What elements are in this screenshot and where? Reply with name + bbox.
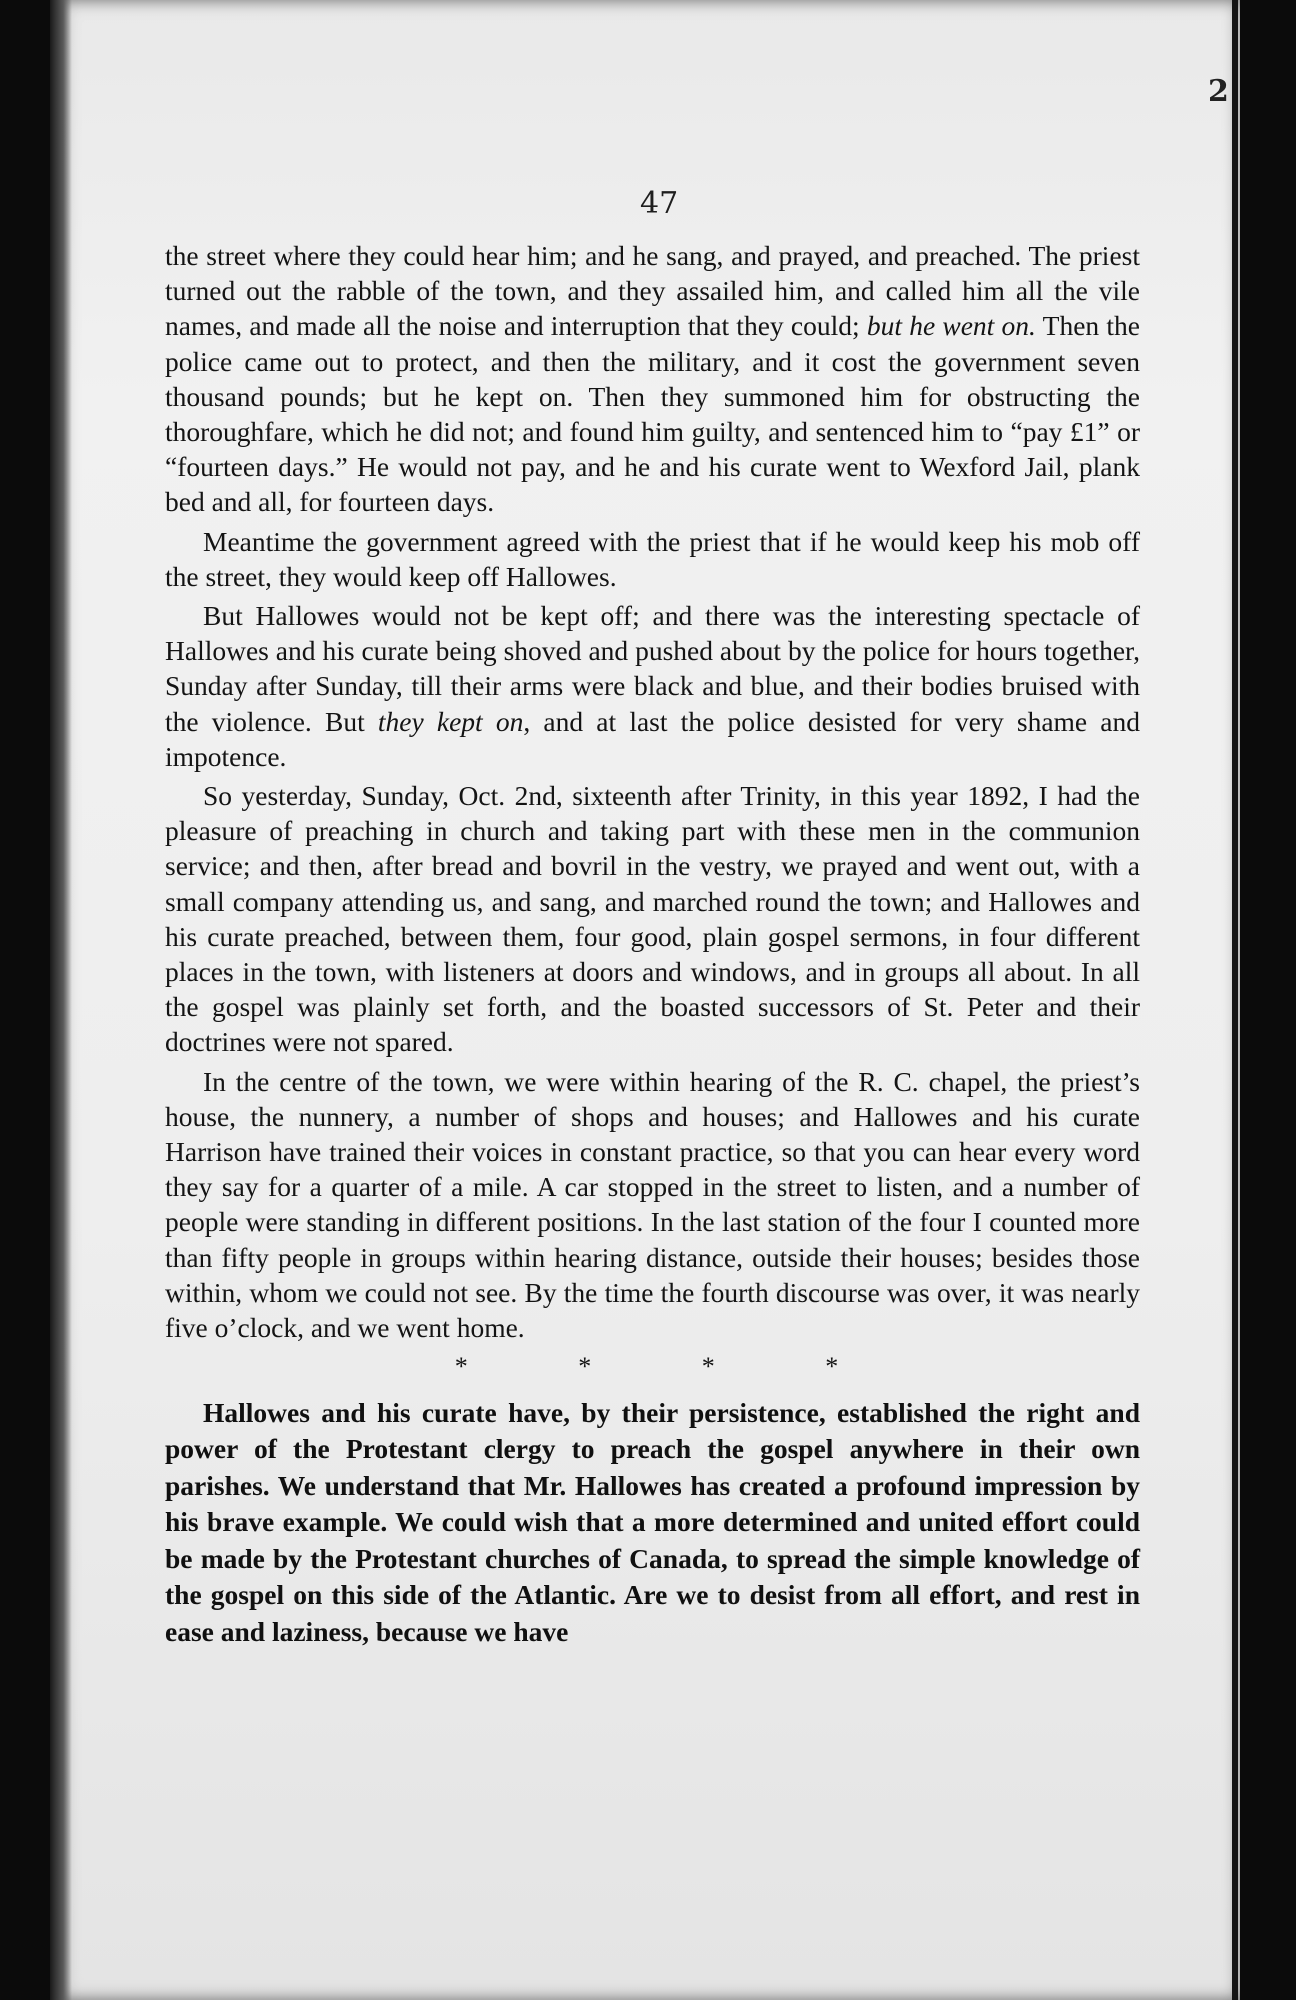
corner-mark: 2 [1208,74,1229,109]
paragraph-1-part-3: Then the police came out to protect, and then the military, and it cost the government seven thousand pounds; but he kept on. Then they summoned him for obstructing the thoroughfare, which he did not; and found him guilty, and sentenced him to “pay £1” or “fourteen days.” He would not pay, and he and his curate went to Wexford Jail, plank bed and all, for fourteen days. [165,310,1140,518]
paragraph-2-text: Meantime the government agreed with the priest that if he would keep his mob off the street, they would keep off Hallowes. [165,525,1140,592]
paragraph-4-text: So yesterday, Sunday, Oct. 2nd, sixteenth after Trinity, in this year 1892, I had the pleasure of preaching in church and taking part with these men in the communion service; and then, after bread and bovril in the vestry, we prayed and went out, with a small company attending us, and sang, and marched round the town; and Hallowes and his curate preached, between them, four good, plain gospel sermons, in four different places in the town, with listeners at doors and windows, and in groups all about. In all the gospel was plainly set forth, and the boasted successors of St. Peter and their doctrines were not spared. [165,780,1140,1058]
paragraph-5 [165,1064,1140,1346]
paragraph-5-text: In the centre of the town, we were within hearing of the R. C. chapel, the priest’s house, the nunnery, a number of shops and houses; and Hallowes and his curate Harrison have trained their voices in constant practice, so that you can hear every word they say for a quarter of a mile. A car stopped in the street to listen, and a number of people were standing in different positions. In the last station of the four I counted more than fifty people in groups within hearing distance, outside their houses; besides those within, whom we could not see. By the time the fourth discourse was over, it was nearly five o’clock, and we went home. [165,1065,1140,1344]
section-separator: * * * * [454,1352,891,1382]
paragraph-3-part-3: , and at last the police desisted for very shame and impotence. [165,705,1141,772]
body-text [165,238,1140,1654]
paragraph-1 [165,238,1140,520]
paragraph-3 [165,598,1140,774]
paragraph-2 [165,524,1140,594]
paragraph-3-italic: they kept on [377,705,524,737]
page-edge-line [1232,0,1238,2000]
page-number: 47 [640,186,679,221]
closing-paragraph: Hallowes and his curate have, by their persistence, established the right and power of the Protestant clergy to preach the gospel anywhere in their own parishes. We understand that Mr. Hallowes has created a profound impression by his brave example. We could wish that a more determined and united effort could be made by the Protestant churches of Canada, to spread the simple knowledge of the gospel on this side of the Atlantic. Are we to desist from all effort, and rest in ease and laziness, because we have [165,1396,1140,1647]
paragraph-1-italic: but he went on. [866,310,1036,342]
paragraph-3-part-1: But Hallowes would not be kept off; and there was the interesting spectacle of Hallowes and his curate being shoved and pushed about by the police for hours together, Sunday after Sunday, till their arms were black and blue, and their bodies bruised with the violence. But [165,600,1140,737]
page-gutter-shadow [50,0,72,2000]
paragraph-1-part-1: the street where they could hear him; and he sang, and prayed, and preached. The priest turned out the rabble of the town, and they assailed him, and called him all the vile names, and made all the noise and interruption that they could; [165,240,1140,342]
paragraph-4 [165,778,1140,1060]
